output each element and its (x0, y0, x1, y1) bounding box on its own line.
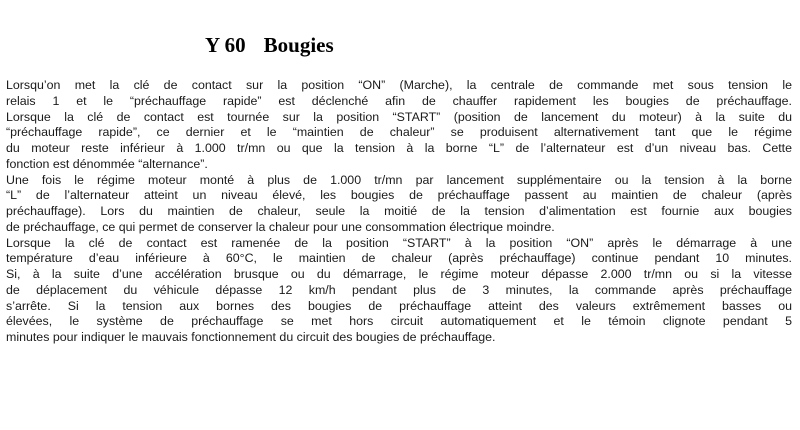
text-line: de préchauffage, ce qui permet de conserver la chaleur pour une consommation électrique moindre. (6, 219, 555, 234)
text-line: fonction est dénommée “alternance”. (6, 156, 208, 171)
title-code: Y 60 (205, 33, 246, 57)
text-line: préchauffage). Lors du maintien de chaleur, seule la moitié de la tension d’alimentation est fournie aux bougies (6, 204, 792, 218)
body-text (6, 78, 792, 346)
text-line: de déplacement du véhicule dépasse 12 km/h pendant plus de 3 minutes, la commande après préchauffage (6, 282, 792, 297)
text-line: minutes pour indiquer le mauvais fonctionnement du circuit des bougies de préchauffage. (6, 330, 496, 344)
text-line: “L” de l’alternateur atteint un niveau élevé, les bougies de préchauffage passent au maintien de chaleur (après (6, 188, 792, 203)
text-line: Lorsque la clé de contact est ramenée de la position “START” à la position “ON” après le démarrage à une (6, 235, 792, 250)
text-line: s’arrête. Si la tension aux bornes des bougies de préchauffage atteint des valeurs extrêmement basses ou (6, 298, 792, 313)
text-line: élevées, le système de préchauffage se met hors circuit automatiquement et le témoin clignote pendant 5 (6, 314, 792, 329)
text-line: “préchauffage rapide”, ce dernier et le “maintien de chaleur” se produisent alternativement tant que le régime (6, 125, 792, 140)
text-line: Lorsque la clé de contact est tournée sur la position “START” (position de lancement du moteur) à la suite du (6, 109, 792, 124)
text-line: relais 1 et le “préchauffage rapide” est déclenché afin de chauffer rapidement les bougies de préchauffage. (6, 93, 792, 108)
title-subject: Bougies (263, 33, 334, 57)
text-line: température d’eau inférieure à 60°C, le maintien de chaleur (après préchauffage) continue pendant 10 minutes. (6, 251, 792, 266)
page-title (205, 33, 334, 58)
text-line: Une fois le régime moteur monté à plus de 1.000 tr/mn par lancement supplémentaire ou la tension à la borne (6, 172, 792, 187)
text-line: Si, à la suite d’une accélération brusque ou du démarrage, le régime moteur dépasse 2.000 tr/mn ou si la vitesse (6, 267, 792, 281)
text-line: Lorsqu’on met la clé de contact sur la position “ON” (Marche), la centrale de commande met sous tension le (6, 78, 792, 92)
text-line: du moteur reste inférieur à 1.000 tr/mn ou que la tension à la borne “L” de l’alternateur est d’un niveau bas. Cette (6, 141, 792, 155)
